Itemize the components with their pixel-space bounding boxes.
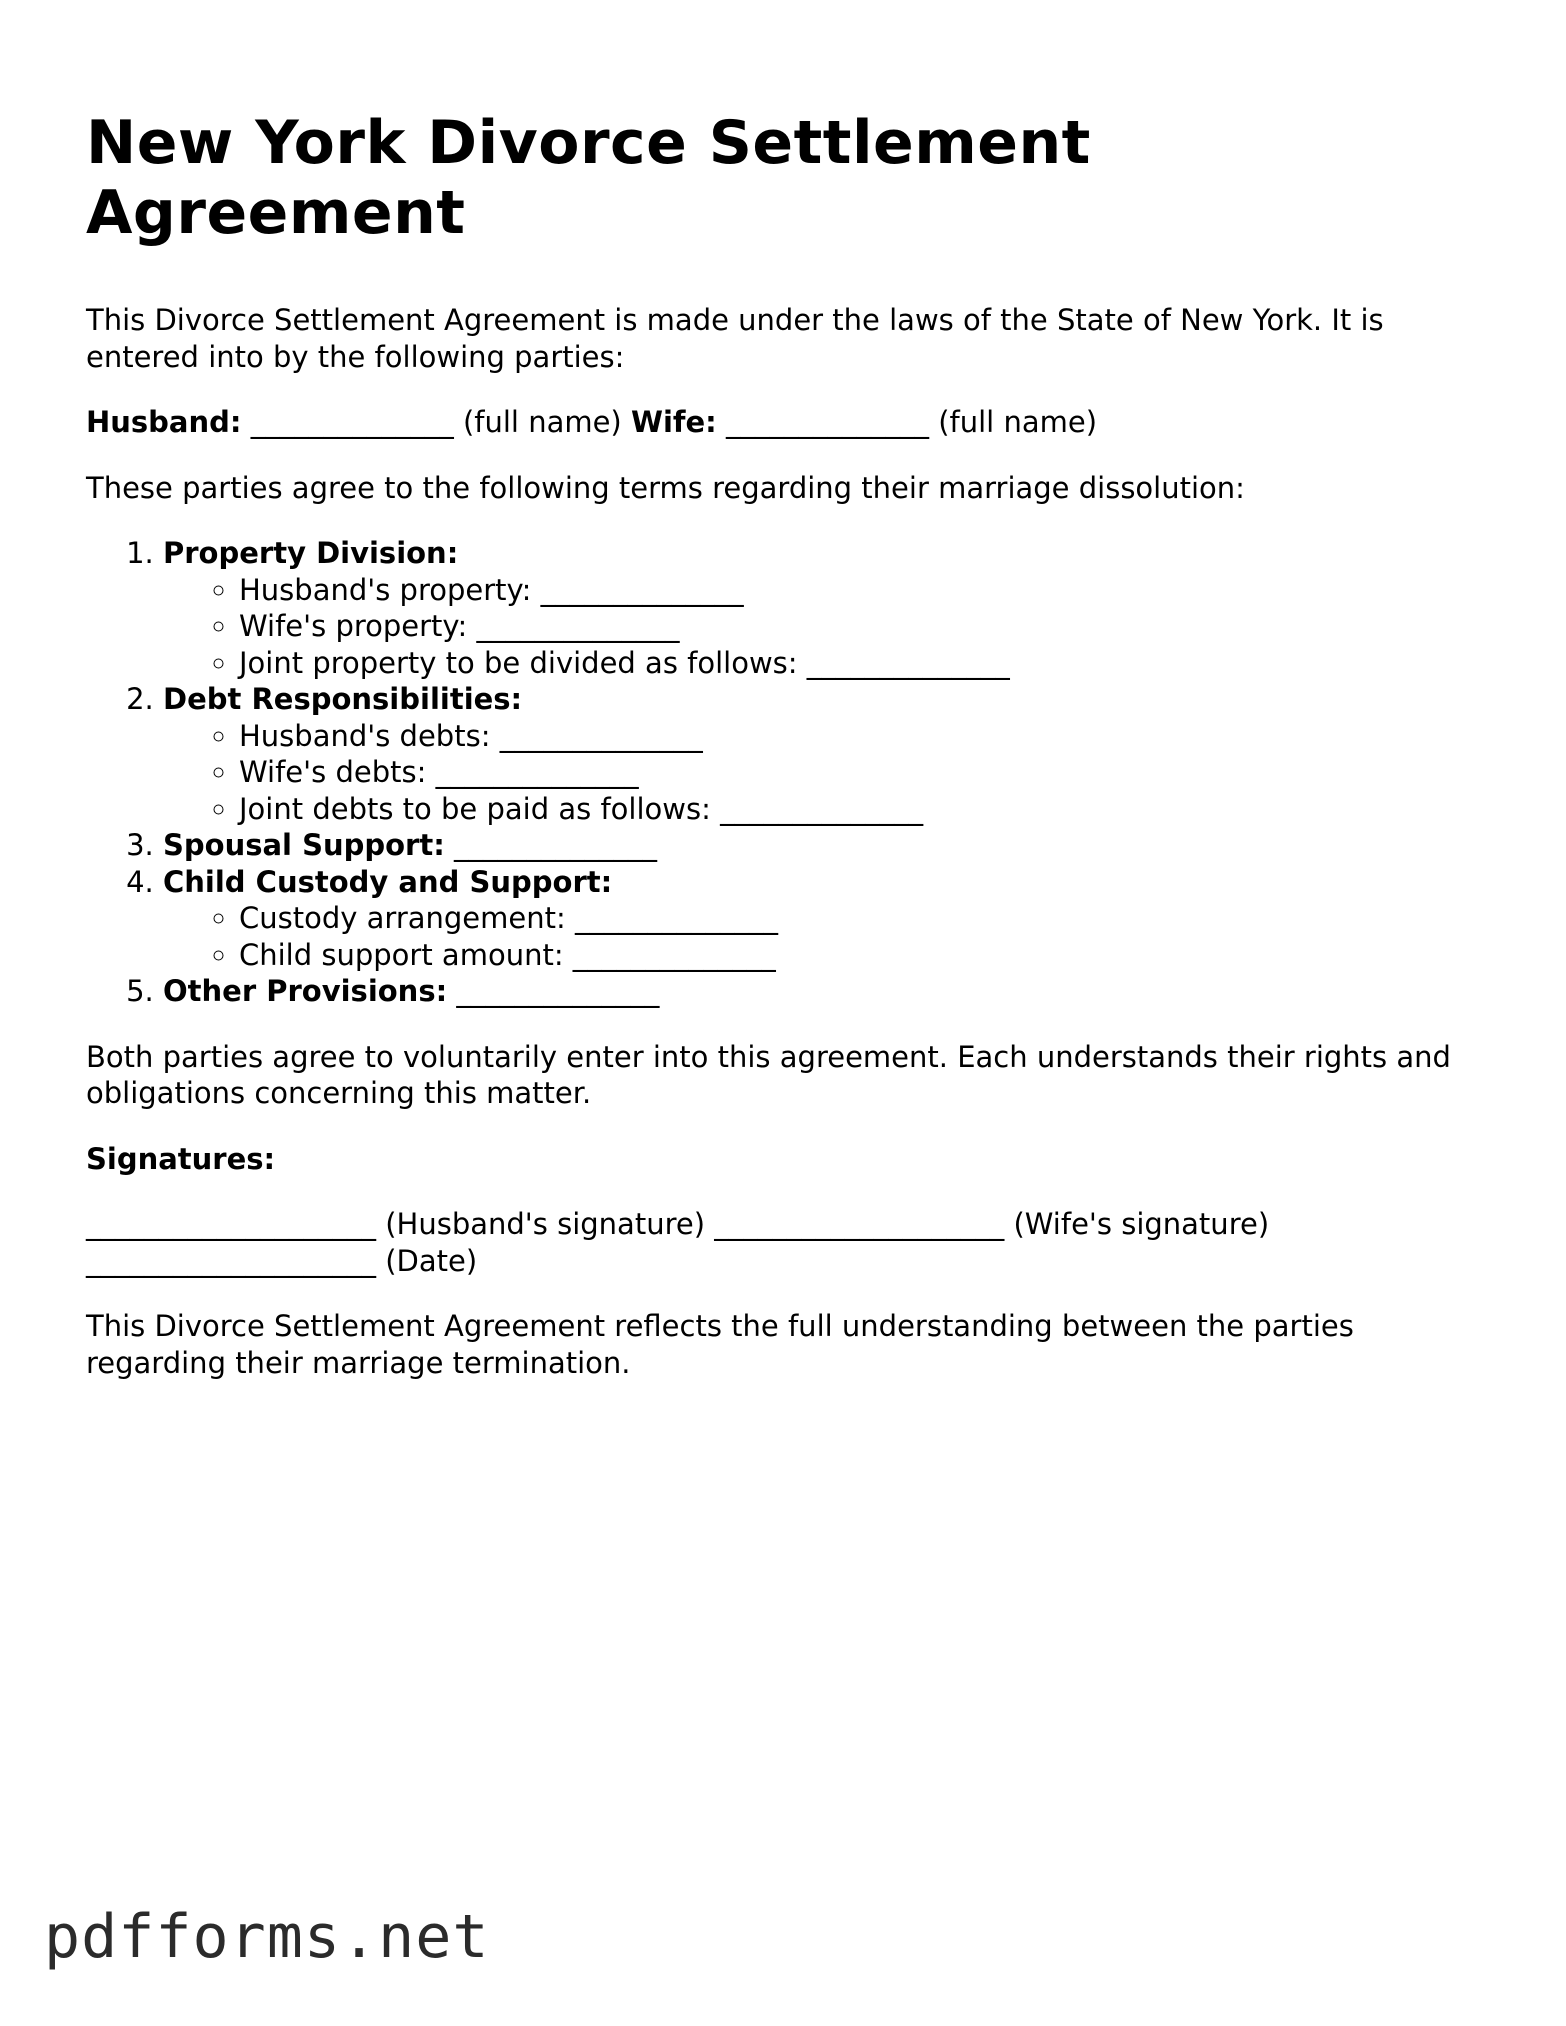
list-item: ◦ Wife's debts: ______________ — [239, 754, 1486, 791]
term-spousal-support — [163, 827, 1486, 864]
list-item: ◦ Joint property to be divided as follows: ______________ — [239, 645, 1486, 682]
list-item: ◦ Wife's property: ______________ — [239, 608, 1486, 645]
watermark-text: pdfforms.net — [44, 1902, 490, 1972]
signature-block — [86, 1206, 1486, 1279]
list-item: ◦ Husband's debts: ______________ — [239, 718, 1486, 755]
debt-sublist — [163, 718, 1486, 828]
custody-sublist — [163, 900, 1486, 973]
wife-label: Wife: — [630, 405, 717, 439]
spousal-support-blank: ______________ — [454, 828, 658, 862]
husband-name-note: (full name) — [462, 405, 622, 439]
signatures-label: Signatures: — [86, 1141, 276, 1176]
term-child-custody — [163, 864, 1486, 974]
terms-intro: These parties agree to the following terms regarding their marriage dissolution: — [86, 470, 1245, 505]
term-label: Other Provisions: — [163, 974, 448, 1008]
document-page — [86, 108, 1486, 1381]
property-sublist — [163, 572, 1486, 682]
terms-list — [86, 535, 1486, 1010]
signatures-heading — [86, 1141, 1486, 1178]
closing-paragraph: Both parties agree to voluntarily enter into this agreement. Each understands their rights and obligations concerning this matter. — [86, 1039, 1451, 1110]
date-line: ____________________ — [86, 1243, 376, 1278]
list-item: ◦ Child support amount: ______________ — [239, 937, 1486, 974]
parties-line — [86, 404, 1486, 441]
final-paragraph: This Divorce Settlement Agreement reflects the full understanding between the parties regarding their marriage termination. — [86, 1309, 1354, 1380]
term-label: Spousal Support: — [163, 828, 445, 862]
list-item: ◦ Husband's property: ______________ — [239, 572, 1486, 609]
other-provisions-blank: ______________ — [456, 974, 660, 1008]
husband-signature-note: (Husband's signature) — [385, 1207, 706, 1241]
list-item: ◦ Custody arrangement: ______________ — [239, 900, 1486, 937]
term-debt-responsibilities — [163, 681, 1486, 827]
husband-label: Husband: — [86, 405, 242, 439]
wife-name-blank: ______________ — [726, 405, 929, 439]
term-label: Child Custody and Support: — [163, 864, 613, 899]
date-note: (Date) — [385, 1243, 478, 1278]
document-title: New York Divorce Settlement Agreement — [86, 108, 1091, 248]
wife-signature-note: (Wife's signature) — [1013, 1207, 1270, 1241]
term-other-provisions — [163, 973, 1486, 1010]
intro-paragraph: This Divorce Settlement Agreement is made under the laws of the State of New York. It is entered into by the following parties: — [86, 303, 1384, 374]
term-label: Property Division: — [163, 536, 459, 570]
term-property-division — [163, 535, 1486, 681]
term-label: Debt Responsibilities: — [163, 682, 523, 716]
wife-signature-line: ____________________ — [714, 1207, 1005, 1241]
list-item: ◦ Joint debts to be paid as follows: ______________ — [239, 791, 1486, 828]
wife-name-note: (full name) — [938, 405, 1098, 439]
husband-signature-line: ____________________ — [86, 1207, 376, 1241]
husband-name-blank: ______________ — [250, 405, 454, 439]
